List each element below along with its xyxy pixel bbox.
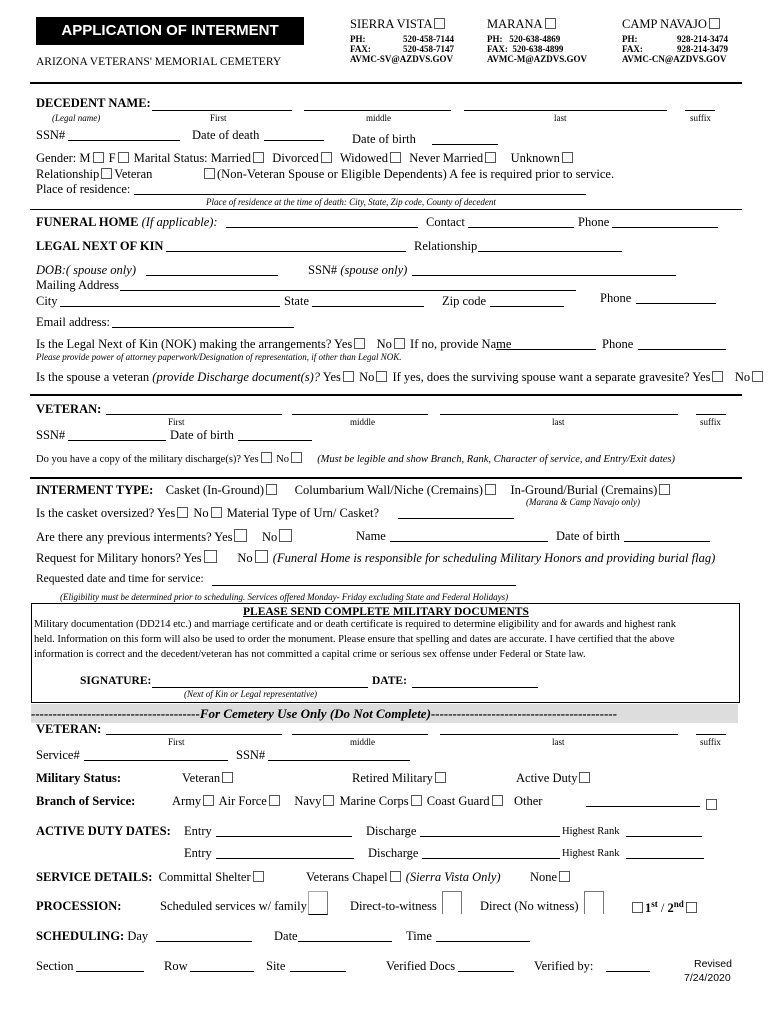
alt-phone-field[interactable]: [638, 349, 726, 350]
entry-label-2: Entry: [184, 846, 212, 860]
notice-line-3: information is correct and the decedent/veteran has not committed a capital crime or serious sex offense under Federal or State law.: [34, 649, 586, 660]
notice-line-2: held. Information on this form will also be used to order the monument. Please ensure that spelling and dates are accurate. I have certified that the above: [34, 634, 675, 645]
scheduling-date-label: Date: [274, 929, 298, 943]
previous-yes-checkbox[interactable]: [234, 529, 247, 542]
nok-arrangements-row: Is the Legal Next of Kin (NOK) making the arrangements? Yes No If no, provide Name: [36, 337, 512, 351]
alt-name-field[interactable]: [496, 349, 596, 350]
first-second-option: 1st / 2nd: [630, 899, 699, 916]
city-field[interactable]: [60, 306, 280, 307]
discharge-no-checkbox[interactable]: [291, 452, 302, 463]
direct-to-witness-label: Direct-to-witness: [350, 899, 437, 913]
nok-relationship-label: Relationship: [414, 239, 478, 253]
cemetery-ssn-field[interactable]: [268, 760, 410, 761]
header-divider: [30, 82, 742, 84]
airforce-checkbox[interactable]: [269, 795, 280, 806]
suffix-hint: suffix: [690, 113, 711, 123]
status-veteran-checkbox[interactable]: [222, 772, 233, 783]
scheduling-label: SCHEDULING: Day: [36, 929, 149, 943]
inground-note: (Marana & Camp Navajo only): [526, 497, 640, 507]
navy-checkbox[interactable]: [323, 795, 334, 806]
nok-dob-field[interactable]: [146, 275, 278, 276]
divider-interment: [30, 477, 742, 479]
eligibility-note: (Eligibility must be determined prior to scheduling. Services offered Monday- Friday excluding State and Federal Holidays): [60, 592, 509, 602]
decedent-dob-field[interactable]: [432, 144, 498, 145]
oversized-row: Is the casket oversized? Yes No Material Type of Urn/ Casket?: [36, 506, 380, 520]
none-option: None: [530, 870, 572, 885]
army-checkbox[interactable]: [203, 795, 214, 806]
sierra-vista-checkbox[interactable]: [434, 18, 445, 29]
decedent-middle-field[interactable]: [304, 110, 451, 111]
previous-dob-label: Date of birth: [556, 529, 620, 543]
nok-yes-checkbox[interactable]: [354, 338, 365, 349]
material-field[interactable]: [398, 518, 514, 519]
notice-title: PLEASE SEND COMPLETE MILITARY DOCUMENTS: [243, 606, 529, 618]
cemetery-use-banner: ---------------------------------------For Cemetery Use Only (Do Not Complete)-------------------------------------------: [31, 704, 738, 723]
committal-shelter-checkbox[interactable]: [253, 871, 264, 882]
office-sierra-vista-contact: PH: 520-458-7144 FAX: 520-458-7147 AVMC-SV@AZDVS.GOV: [350, 34, 454, 64]
signature-note: (Next of Kin or Legal representative): [184, 689, 318, 699]
office-camp-navajo: CAMP NAVAJO: [622, 17, 722, 32]
separate-gravesite-no-checkbox[interactable]: [752, 371, 763, 382]
requested-date-label: Requested date and time for service:: [36, 573, 204, 585]
interment-type-row: INTERMENT TYPE: Casket (In-Ground) Columbarium Wall/Niche (Cremains) In-Ground/Burial (Cremains): [36, 483, 672, 498]
service-number-label: Service#: [36, 748, 80, 762]
veteran-last-hint: last: [552, 417, 565, 427]
veteran-middle-hint: middle: [350, 417, 375, 427]
nok-name-field[interactable]: [166, 251, 406, 252]
veteran-last-field[interactable]: [440, 414, 678, 415]
nok-phone-label: Phone: [600, 291, 632, 305]
camp-navajo-checkbox[interactable]: [709, 18, 720, 29]
cemetery-ssn-label: SSN#: [236, 748, 266, 762]
coast-guard-checkbox[interactable]: [492, 795, 503, 806]
highest-rank-label-2: Highest Rank: [562, 848, 620, 859]
oversized-no-checkbox[interactable]: [211, 507, 222, 518]
unknown-checkbox[interactable]: [562, 152, 573, 163]
veteran-ssn-field[interactable]: [68, 440, 166, 441]
service-number-field[interactable]: [84, 760, 228, 761]
branch-options: Army Air Force Navy Marine Corps Coast Guard Other: [172, 794, 543, 808]
cemetery-veteran-suffix-field[interactable]: [696, 734, 726, 735]
zip-label: Zip code: [442, 294, 487, 308]
status-retired: Retired Military: [352, 771, 448, 786]
discharge-field-2[interactable]: [422, 858, 560, 859]
funeral-contact-label: Contact: [426, 215, 465, 229]
gender-m-checkbox[interactable]: [93, 152, 104, 163]
marana-checkbox[interactable]: [545, 18, 556, 29]
funeral-phone-field[interactable]: [612, 227, 718, 228]
procession-label: PROCESSION:: [36, 899, 122, 913]
state-field[interactable]: [312, 306, 424, 307]
previous-name-field[interactable]: [390, 541, 548, 542]
previous-name-label: Name: [356, 529, 386, 543]
status-active-checkbox[interactable]: [579, 772, 590, 783]
veteran-ssn-label: SSN#: [36, 428, 66, 442]
branch-label: Branch of Service:: [36, 794, 136, 808]
revised-label: Revised: [694, 958, 732, 970]
decedent-first-field[interactable]: [152, 110, 292, 111]
never-married-checkbox[interactable]: [485, 152, 496, 163]
nok-no-checkbox[interactable]: [394, 338, 405, 349]
columbarium-checkbox[interactable]: [485, 484, 496, 495]
discharge-yes-checkbox[interactable]: [261, 452, 272, 463]
discharge-label-2: Discharge: [368, 846, 419, 860]
signature-date-field[interactable]: [412, 687, 538, 688]
spouse-veteran-row: Is the spouse a veteran (provide Discharge document(s)? Yes No If yes, does the surviving spouse want a separate gravesite? Yes No: [36, 370, 765, 385]
cemetery-suffix-hint: suffix: [700, 737, 721, 747]
highest-rank-label-1: Highest Rank: [562, 826, 620, 837]
section-label: Section: [36, 959, 74, 973]
veteran-first-hint: First: [168, 417, 185, 427]
signature-field[interactable]: [152, 687, 368, 688]
mailing-address-label: Mailing Address: [36, 278, 119, 292]
military-honors-row: Request for Military honors? Yes No (Funeral Home is responsible for scheduling Military Honors and providing burial flag): [36, 551, 716, 565]
email-label: Email address:: [36, 315, 110, 329]
direct-to-witness-box[interactable]: [442, 891, 462, 914]
row-label: Row: [164, 959, 188, 973]
office-camp-navajo-contact: PH: 928-214-3474 FAX: 928-214-3479 AVMC-CN@AZDVS.GOV: [622, 34, 728, 64]
veteran-first-field[interactable]: [106, 414, 282, 415]
scheduled-services-label: Scheduled services w/ family: [160, 899, 307, 913]
nok-ssn-label: SSN# (spouse only): [308, 263, 408, 277]
military-status-label: Military Status:: [36, 771, 122, 785]
nok-ssn-field[interactable]: [412, 275, 676, 276]
revised-date: 7/24/2020: [684, 972, 731, 984]
veteran-label: VETERAN:: [36, 402, 102, 416]
certification-box: [31, 603, 740, 703]
funeral-phone-label: Phone: [578, 215, 610, 229]
form-title: APPLICATION OF INTERMENT: [36, 17, 304, 45]
nok-phone-field[interactable]: [636, 303, 716, 304]
married-checkbox[interactable]: [253, 152, 264, 163]
date-of-death-label: Date of death: [192, 128, 260, 142]
cemetery-veteran-middle-field[interactable]: [292, 734, 428, 735]
zip-field[interactable]: [490, 306, 564, 307]
veteran-relationship-checkbox[interactable]: [101, 168, 112, 179]
signature-label: SIGNATURE:: [80, 675, 152, 687]
direct-no-witness-label: Direct (No witness): [480, 899, 579, 913]
scheduling-time-field[interactable]: [436, 941, 530, 942]
veteran-suffix-hint: suffix: [700, 417, 721, 427]
relationship-row: Relationship Veteran: [36, 167, 153, 181]
scheduled-services-box[interactable]: [308, 891, 328, 915]
office-sierra-vista: SIERRA VISTA: [350, 17, 447, 32]
cemetery-veteran-first-field[interactable]: [106, 734, 282, 735]
nok-label: LEGAL NEXT OF KIN: [36, 239, 164, 253]
spouse-vet-no-checkbox[interactable]: [376, 371, 387, 382]
notice-line-1: Military documentation (DD214 etc.) and marriage certificate and or death certificate is required to determine eligibility and for awards and highest rank: [34, 619, 677, 630]
poa-note: Please provide power of attorney paperwork/Designation of representation, if other than Legal NOK.: [36, 352, 402, 362]
row-field[interactable]: [190, 971, 254, 972]
status-active: Active Duty: [516, 771, 592, 786]
direct-no-witness-box[interactable]: [584, 891, 604, 914]
form-subtitle: ARIZONA VETERANS' MEMORIAL CEMETERY: [36, 56, 282, 68]
active-duty-dates-label: ACTIVE DUTY DATES:: [36, 824, 171, 838]
funeral-home-row: FUNERAL HOME (If applicable):: [36, 215, 218, 229]
divider-veteran: [30, 394, 742, 396]
first-checkbox[interactable]: [632, 902, 643, 913]
mailing-address-field[interactable]: [120, 290, 576, 291]
cemetery-last-hint: last: [552, 737, 565, 747]
entry-field-1[interactable]: [216, 836, 352, 837]
previous-dob-field[interactable]: [624, 541, 710, 542]
divider-funeral: [30, 209, 742, 210]
veteran-dob-field[interactable]: [238, 440, 312, 441]
discharge-field-1[interactable]: [420, 836, 560, 837]
section-field[interactable]: [76, 971, 144, 972]
residence-note: Place of residence at the time of death: City, State, Zip code, County of decedent: [206, 197, 496, 207]
chapel-row: Veterans Chapel (Sierra Vista Only): [306, 870, 501, 884]
middle-hint: middle: [366, 113, 391, 123]
highest-rank-field-1[interactable]: [626, 836, 702, 837]
site-field[interactable]: [290, 971, 346, 972]
non-veteran-checkbox[interactable]: [204, 168, 215, 179]
email-field[interactable]: [112, 327, 294, 328]
separate-gravesite-yes-checkbox[interactable]: [712, 371, 723, 382]
last-hint: last: [554, 113, 567, 123]
place-of-residence-field[interactable]: [134, 194, 586, 195]
verified-by-label: Verified by:: [534, 959, 594, 973]
decedent-suffix-field[interactable]: [685, 110, 715, 111]
funeral-contact-field[interactable]: [468, 227, 574, 228]
casket-checkbox[interactable]: [266, 484, 277, 495]
cemetery-veteran-label: VETERAN:: [36, 722, 102, 736]
site-label: Site: [266, 959, 286, 973]
place-of-residence-label: Place of residence:: [36, 182, 131, 196]
city-label: City: [36, 294, 58, 308]
spouse-vet-yes-checkbox[interactable]: [343, 371, 354, 382]
alt-phone-label: Phone: [602, 337, 634, 351]
decedent-name-label: DECEDENT NAME:: [36, 96, 151, 110]
entry-label-1: Entry: [184, 824, 212, 838]
second-checkbox[interactable]: [686, 902, 697, 913]
gender-f-checkbox[interactable]: [118, 152, 129, 163]
widowed-checkbox[interactable]: [390, 152, 401, 163]
verified-docs-field[interactable]: [458, 971, 514, 972]
scheduling-date-field[interactable]: [298, 941, 392, 942]
decedent-ssn-field[interactable]: [68, 140, 180, 141]
office-marana: MARANA: [487, 17, 558, 32]
verified-docs-label: Verified Docs: [386, 959, 456, 973]
other-branch-checkbox[interactable]: [706, 799, 717, 810]
requested-date-field[interactable]: [212, 585, 516, 586]
nok-dob-label: DOB:( spouse only): [36, 263, 136, 277]
cemetery-middle-hint: middle: [350, 737, 375, 747]
honors-no-checkbox[interactable]: [255, 550, 268, 563]
inground-cremains-checkbox[interactable]: [659, 484, 670, 495]
non-veteran-row: (Non-Veteran Spouse or Eligible Dependents) A fee is required prior to service.: [202, 167, 614, 182]
decedent-last-field[interactable]: [464, 110, 667, 111]
decedent-dob-label: Date of birth: [352, 132, 416, 146]
marines-checkbox[interactable]: [411, 795, 422, 806]
veteran-middle-field[interactable]: [292, 414, 428, 415]
date-of-death-field[interactable]: [264, 140, 324, 141]
office-marana-contact: PH: 520-638-4869 FAX: 520-638-4899 AVMC-M@AZDVS.GOV: [487, 34, 587, 64]
scheduling-time-label: Time: [406, 929, 432, 943]
date-label: DATE:: [372, 675, 407, 687]
cemetery-first-hint: First: [168, 737, 185, 747]
divorced-checkbox[interactable]: [321, 152, 332, 163]
veteran-dob-label: Date of birth: [170, 428, 234, 442]
decedent-ssn-label: SSN#: [36, 128, 66, 142]
honors-yes-checkbox[interactable]: [204, 550, 217, 563]
veteran-suffix-field[interactable]: [696, 414, 726, 415]
cemetery-veteran-last-field[interactable]: [440, 734, 678, 735]
state-label: State: [284, 294, 309, 308]
first-hint: First: [210, 113, 227, 123]
discharge-question-row: Do you have a copy of the military discharge(s)? Yes No (Must be legible and show Branch, Rank, Character of service, and Entry/Exit dates): [36, 454, 675, 465]
previous-interments-row: Are there any previous interments? Yes No: [36, 529, 294, 545]
funeral-home-field[interactable]: [226, 227, 418, 228]
verified-by-field[interactable]: [606, 971, 650, 972]
other-branch-field[interactable]: [586, 806, 700, 807]
service-details-row: SERVICE DETAILS: Committal Shelter: [36, 870, 266, 885]
gender-marital-row: Gender: M F Marital Status: Married Divorced Widowed Never Married Unknown: [36, 151, 575, 166]
oversized-yes-checkbox[interactable]: [177, 507, 188, 518]
status-veteran: Veteran: [182, 771, 235, 786]
previous-no-checkbox[interactable]: [279, 529, 292, 542]
entry-field-2[interactable]: [216, 858, 354, 859]
scheduling-day-field[interactable]: [156, 941, 252, 942]
legal-name-hint: (Legal name): [52, 113, 101, 123]
highest-rank-field-2[interactable]: [626, 858, 704, 859]
status-retired-checkbox[interactable]: [435, 772, 446, 783]
nok-relationship-field[interactable]: [478, 251, 622, 252]
none-checkbox[interactable]: [559, 871, 570, 882]
discharge-label-1: Discharge: [366, 824, 417, 838]
veterans-chapel-checkbox[interactable]: [390, 871, 401, 882]
